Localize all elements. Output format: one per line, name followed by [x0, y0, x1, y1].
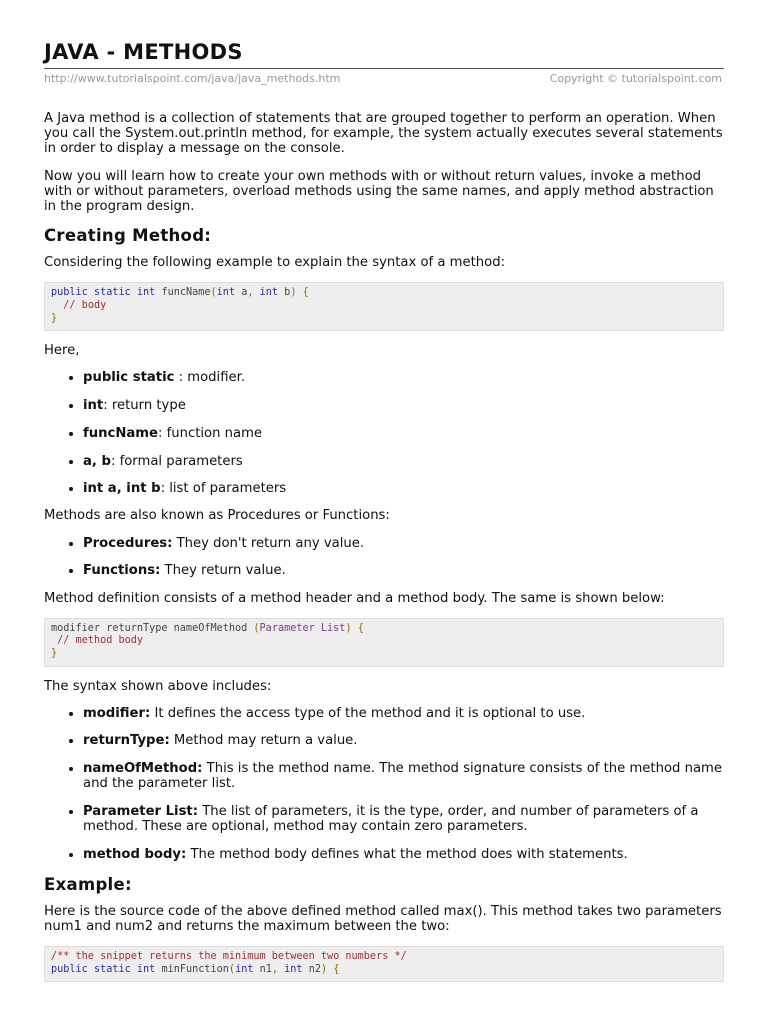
list-desc: : function name — [157, 425, 263, 441]
section-heading-creating-method: Creating Method: — [44, 226, 212, 246]
list-item — [83, 398, 724, 413]
list-item — [83, 847, 724, 862]
code-token: static — [93, 287, 131, 299]
code-token: } — [51, 312, 58, 324]
list-desc: The method body defines what the method does with statements. — [186, 846, 628, 862]
header-rule — [44, 68, 724, 69]
list-item — [83, 536, 724, 551]
list-item — [83, 804, 724, 834]
list-term: Procedures: — [83, 535, 173, 551]
code-token: , — [271, 963, 279, 975]
syntax-description-list — [44, 706, 724, 862]
list-desc: They return value. — [160, 563, 286, 579]
section-heading-example: Example: — [44, 874, 132, 894]
code-token: public — [51, 963, 88, 975]
code-token: ( — [210, 287, 217, 299]
code-token: n2 — [302, 963, 321, 975]
code-token: funcName — [161, 287, 211, 299]
source-url: http://www.tutorialspoint.com/java/java_methods.htm — [44, 72, 341, 85]
example-lead: Here is the source code of the above defined method called max(). This method takes two parameters num1 and num2 and returns the maximum between the two: — [44, 903, 722, 934]
copyright-notice: Copyright © tutorialspoint.com — [549, 72, 722, 85]
list-desc: : list of parameters — [160, 481, 287, 497]
list-item — [83, 563, 724, 578]
code-token: Parameter List — [259, 622, 346, 634]
code-token: public — [51, 287, 88, 299]
list-desc: The list of parameters, it is the type, order, and number of parameters of a method. These are optional, method may contain zero parameters. — [83, 804, 699, 835]
code-token: ) — [290, 287, 297, 299]
list-item — [83, 370, 724, 385]
list-term: a, b — [83, 453, 111, 469]
list-term: funcName — [83, 425, 158, 441]
list-term: method body: — [83, 846, 187, 862]
code-token: int — [216, 287, 236, 299]
list-desc: Method may return a value. — [169, 733, 358, 749]
code-token: ) — [320, 963, 328, 975]
code-comment: /** the snippet returns the minimum between two numbers */ — [51, 951, 407, 963]
list-desc: : modifier. — [174, 370, 246, 386]
list-item — [83, 481, 724, 496]
code-token: a — [235, 287, 248, 299]
code-token: b — [278, 287, 291, 299]
here-label: Here, — [44, 343, 80, 359]
method-kinds-list — [44, 536, 724, 579]
list-item — [83, 761, 724, 791]
list-item — [83, 426, 724, 441]
code-token: int — [235, 963, 254, 975]
syntax-parts-list — [44, 370, 724, 496]
code-block-example — [44, 946, 724, 982]
list-term: nameOfMethod: — [83, 761, 203, 777]
list-desc: This is the method name. The method signature consists of the method name and the parameter list. — [83, 761, 722, 792]
code-block-method-definition — [44, 618, 724, 667]
list-item — [83, 454, 724, 469]
list-item — [83, 706, 724, 721]
code-token: modifier returnType nameOfMethod — [51, 622, 254, 634]
list-term: public static — [83, 370, 175, 386]
definition-paragraph: Method definition consists of a method header and a method body. The same is shown below: — [44, 590, 665, 606]
syntax-lead: The syntax shown above includes: — [44, 678, 272, 694]
list-term: modifier: — [83, 705, 151, 721]
list-term: int — [83, 398, 104, 414]
article-body — [44, 111, 724, 994]
list-desc: : formal parameters — [110, 453, 243, 469]
intro-paragraph-1: A Java method is a collection of statements that are grouped together to perform an operation. When you call the System.out.println method, for example, the system actually executes several statements in order to display a message on the console. — [44, 111, 723, 157]
code-token: int — [136, 287, 156, 299]
code-token: , — [247, 287, 254, 299]
code-token: n1 — [253, 963, 272, 975]
list-term: returnType: — [83, 733, 170, 749]
list-term: int a, int b — [83, 481, 161, 497]
code-token: int — [259, 287, 279, 299]
code-token: minFunction — [161, 963, 229, 975]
list-desc: They don't return any value. — [172, 535, 365, 551]
code-token: int — [284, 963, 303, 975]
intro-paragraph-2: Now you will learn how to create your own methods with or without return values, invoke a method with or without parameters, overload methods using the same names, and apply method abstraction in the program design. — [44, 168, 714, 215]
list-term: Functions: — [83, 563, 161, 579]
code-token: { — [333, 963, 340, 975]
list-item — [83, 733, 724, 748]
code-comment: // body — [63, 300, 107, 312]
also-known-paragraph: Methods are also known as Procedures or Functions: — [44, 508, 390, 524]
code-comment: // method body — [57, 635, 144, 647]
list-desc: It defines the access type of the method and it is optional to use. — [150, 705, 586, 721]
code-token: { — [302, 287, 309, 299]
code-block-method-syntax — [44, 282, 724, 331]
code-token: ( — [253, 622, 260, 634]
code-token: ( — [228, 963, 236, 975]
list-term: Parameter List: — [83, 804, 198, 820]
code-token: { — [357, 622, 364, 634]
code-token: int — [136, 963, 156, 975]
code-token: static — [93, 963, 131, 975]
list-desc: : return type — [103, 398, 186, 414]
creating-lead: Considering the following example to explain the syntax of a method: — [44, 255, 506, 271]
page-title: JAVA - METHODS — [44, 40, 243, 64]
code-token: ) — [345, 622, 352, 634]
code-token: } — [51, 647, 58, 659]
